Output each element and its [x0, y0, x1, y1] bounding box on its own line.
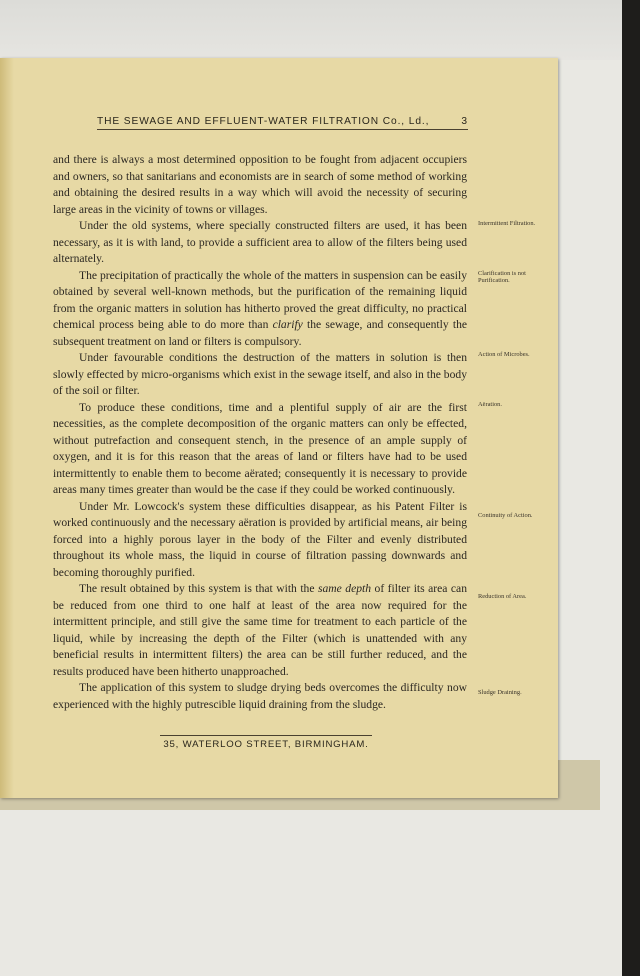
paragraph-7 — [53, 581, 467, 680]
header-title: THE SEWAGE AND EFFLUENT-WATER FILTRATION Co., Ld., — [97, 116, 430, 127]
paragraph-6: Under Mr. Lowcock's system these difficulties disappear, as his Patent Filter is worked continuously and the necessary aëration is provided by artificial means, air being forced into a highly porous layer in the body of the Filter and evenly distributed throughout its whole mass, the liquid in course of filtration passing downwards and becoming thoroughly purified. — [53, 499, 467, 579]
margin-note-aeration: Aëration. — [478, 401, 502, 408]
paragraph-2: Under the old systems, where specially constructed filters are used, it has been necessary, as it is with land, to provide a sufficient area to allow of the filters being used alternately. — [53, 219, 467, 265]
margin-note-action-of-microbes: Action of Microbes. — [478, 351, 530, 358]
body-text — [53, 152, 467, 713]
emphasis-same-depth: same depth — [317, 582, 372, 595]
paragraph-7-before: The result obtained by this system is that with the — [79, 582, 318, 595]
paragraph-8: The application of this system to sludge drying beds overcomes the difficulty now experienced with the highly putrescible liquid draining from the sludge. — [53, 681, 467, 711]
page-number: 3 — [461, 116, 468, 127]
document-page — [0, 58, 558, 798]
paragraph-1: and there is always a most determined opposition to be fought from adjacent occupiers and owners, so that sanitarians and economists are in search of some method of working and obtaining the desired results in a way which will avoid the necessity of securing large areas in the vicinity of towns or villages. — [53, 153, 467, 216]
paragraph-4: Under favourable conditions the destruction of the matters in solution is then slowly effected by micro-organisms which exist in the sewage itself, and also in the body of the soil or filter. — [53, 351, 467, 397]
margin-note-continuity-of-action: Continuity of Action. — [478, 512, 533, 519]
scan-background-top — [0, 0, 640, 60]
paragraph-3 — [53, 268, 467, 351]
margin-note-sludge-draining: Sludge Draining. — [478, 689, 522, 696]
paragraph-5: To produce these conditions, time and a plentiful supply of air are the first necessities, as the complete decomposition of the organic matters can only be effected, without putrefaction and consequent stench, in the presence of an ample supply of oxygen, and it is for this reason that the areas of land or filters have had to be used intermittently to enable them to become aërated; consequently it is necessary to provide areas many times greater than would be the case if they could be worked continuously. — [53, 400, 467, 496]
paragraph-7-after: of filter its area can be reduced from one third to one half at least of the area now required for the intermittent principle, and still give the same time for treatment to each particle of the liquid, while by increasing the depth of the Filter (which is unattended with any beneficial results in intermittent filters) the area can be still further reduced, and the results produced have been hitherto unapproached. — [53, 582, 468, 678]
margin-note-intermittent-filtration: Intermittent Filtration. — [478, 220, 536, 227]
running-header — [97, 116, 468, 130]
paragraph-3-before: The precipitation of practically the whole of the matters in suspension can be easily obtained by several well-known methods, but the purification of the remaining liquid from the organic matters in solution has hitherto proved the great difficulty, no practical chemical process being able to do more than — [53, 268, 467, 331]
margin-note-reduction-of-area: Reduction of Area. — [478, 593, 527, 600]
paragraph-3-after: the sewage, and consequently the subsequent treatment on land or filters is compulsory. — [53, 318, 468, 348]
margin-note-clarification: Clarification is not Purification. — [478, 270, 526, 284]
scan-right-shadow — [622, 0, 640, 976]
emphasis-clarify: clarify — [272, 318, 303, 331]
footer-address: 35, WATERLOO STREET, BIRMINGHAM. — [160, 735, 372, 750]
